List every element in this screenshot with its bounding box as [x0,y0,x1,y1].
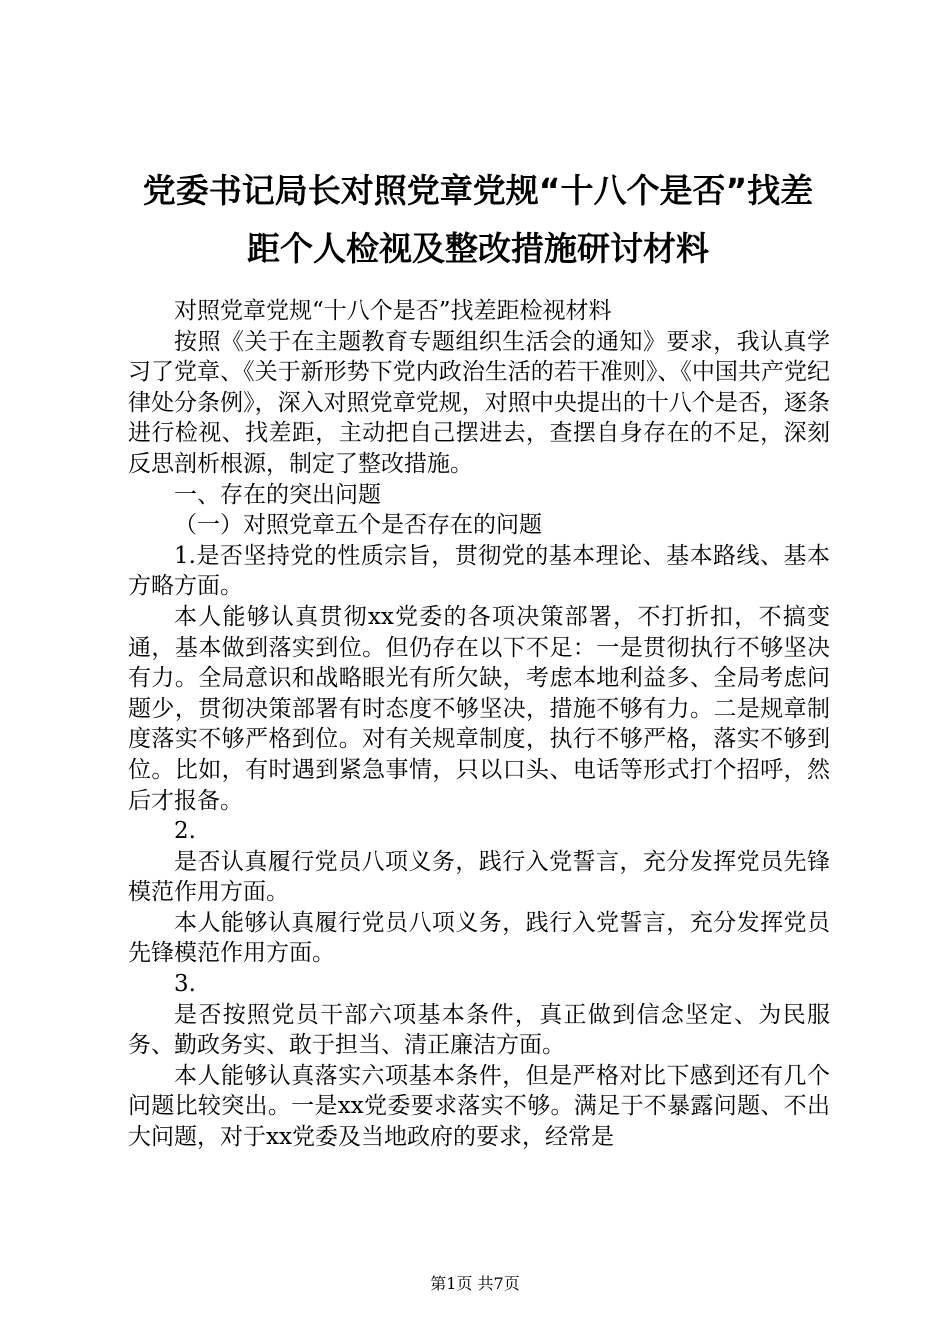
subsection-heading: （一）对照党章五个是否存在的问题 [174,512,542,539]
item-number: 2. [174,818,196,845]
paragraph: 本人能够认真落实六项基本条件，但是严格对比下感到还有几个问题比较突出。一是xx党委要求落实不够。满足于不暴露问题、不出大问题，对于xx党委及当地政府的要求，经常是 [128,1062,830,1151]
paragraph: 1.是否坚持党的性质宗旨，贯彻党的基本理论、基本路线、基本方略方面。 [128,542,830,600]
paragraph: 是否认真履行党员八项义务，践行入党誓言，充分发挥党员先锋模范作用方面。 [128,848,830,906]
section-heading: 一、存在的突出问题 [174,481,381,508]
paragraph: 按照《关于在主题教育专题组织生活会的通知》要求，我认真学习了党章、《关于新形势下党内政治生活的若干准则》、《中国共产党纪律处分条例》，深入对照党章党规，对照中央提出的十八个是否，逐条进行检视、找差距，主动把自己摆进去，查摆自身存在的不足，深刻反思剖析根源，制定了整改措施。 [128,328,830,477]
page-footer: 第1页 共7页 [430,1274,520,1293]
paragraph: 是否按照党员干部六项基本条件，真正做到信念坚定、为民服务、勤政务实、敢于担当、清正廉洁方面。 [128,1001,830,1059]
document-body [128,296,830,1153]
paragraph-subtitle: 对照党章党规“十八个是否”找差距检视材料 [174,298,612,324]
paragraph: 本人能够认真履行党员八项义务，践行入党誓言，充分发挥党员先锋模范作用方面。 [128,909,830,967]
item-number: 3. [174,971,196,998]
paragraph: 本人能够认真贯彻xx党委的各项决策部署，不打折扣，不搞变通，基本做到落实到位。但仍存在以下不足：一是贯彻执行不够坚决有力。全局意识和战略眼光有所欠缺，考虑本地利益多、全局考虑问题少，贯彻决策部署有时态度不够坚决，措施不够有力。二是规章制度落实不够严格到位。对有关规章制度，执行不够严格，落实不够到位。比如，有时遇到紧急事情，只以口头、电话等形式打个招呼，然后才报备。 [128,603,830,814]
document-title: 党委书记局长对照党章党规“十八个是否”找差距个人检视及整改措施研讨材料 [142,171,814,268]
